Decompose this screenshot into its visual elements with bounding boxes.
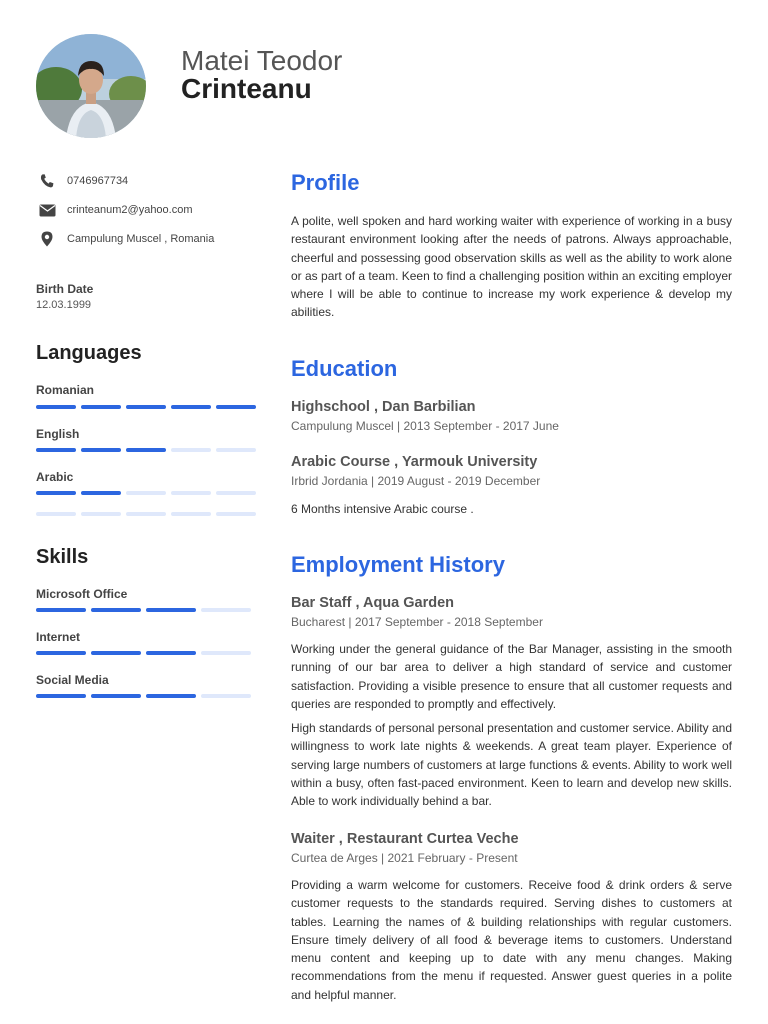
education-title: Highschool , Dan Barbilian [291, 399, 476, 415]
level-segment [201, 651, 251, 655]
education-subtitle: Campulung Muscel | 2013 September - 2017 June [291, 419, 559, 433]
level-segment [81, 405, 121, 409]
skill-name: Social Media [36, 673, 109, 687]
level-segment [146, 608, 196, 612]
job-description: High standards of personal personal presentation and customer service. Ability and willingness to work late nights & weekends. A great team player. Experience of serving large numbers of customers at large functions & events. Ability to work well within a busy, often fast-paced environment. Keen to learn and develop new skills. Able to work individually behind a bar. [291, 721, 732, 809]
level-segment [201, 608, 251, 612]
level-segment [216, 448, 256, 452]
language-level-bar [36, 405, 256, 409]
language-level-bar [36, 491, 256, 495]
language-name: English [36, 427, 80, 441]
birth-date-label: Birth Date [36, 282, 94, 296]
level-segment [126, 491, 166, 495]
language-level-bar-empty [36, 512, 256, 516]
job-description: Providing a warm welcome for customers. Receive food & drink orders & serve customer requests to the standards required. Serving dishes to customers at tables. Learning the names of & building relationships with regular customers. Ensure timely delivery of all food & beverage items to customers. Understand menu content and keeping up to date with any menu changes. Making recommendations from the menu if requested. Answer guest queries in a polite and helpful manner. [291, 878, 732, 1002]
job-subtitle: Curtea de Arges | 2021 February - Present [291, 851, 518, 865]
level-segment [36, 694, 86, 698]
level-segment [91, 651, 141, 655]
level-segment [126, 448, 166, 452]
level-segment [216, 491, 256, 495]
phone-text: 0746967734 [67, 175, 129, 187]
language-name: Romanian [36, 383, 95, 397]
level-segment [81, 448, 121, 452]
map-pin-icon [36, 230, 58, 248]
level-segment [171, 491, 211, 495]
name-last: Crinteanu [181, 73, 312, 104]
education-title: Arabic Course , Yarmouk University [291, 454, 538, 470]
language-name: Arabic [36, 470, 74, 484]
profile-photo [36, 34, 146, 138]
profile-heading: Profile [291, 170, 360, 195]
level-segment [171, 405, 211, 409]
languages-heading: Languages [36, 342, 142, 364]
level-segment [36, 448, 76, 452]
contact-location [36, 229, 214, 249]
level-segment [171, 448, 211, 452]
skill-level-bar [36, 694, 251, 698]
level-segment [216, 405, 256, 409]
job-description: Working under the general guidance of the Bar Manager, assisting in the smooth running of our bar area to deliver a high standard of service and customer satisfaction. Providing a visible presence to ensure that all customer requests and queries are responded to promptly and effectively. [291, 642, 732, 711]
skill-name: Internet [36, 630, 81, 644]
education-heading: Education [291, 356, 398, 381]
employment-heading: Employment History [291, 552, 505, 577]
level-segment [36, 651, 86, 655]
profile-text: A polite, well spoken and hard working waiter with experience of working in a busy restaurant environment looking after the needs of patrons. Always approachable, cheerful and possessing good observation skills as well as the ability to work alone or as part of a team. Keen to find a challenging position within an exciting employer where I will be able to continue to increase my work experience & develop my abilities. [291, 214, 732, 320]
birth-date-value: 12.03.1999 [36, 299, 92, 311]
phone-icon [36, 172, 58, 190]
email-text: crinteanum2@yahoo.com [67, 204, 193, 216]
level-segment [81, 491, 121, 495]
level-segment [201, 694, 251, 698]
level-segment [216, 512, 256, 516]
level-segment [91, 608, 141, 612]
level-segment [126, 405, 166, 409]
level-segment [91, 694, 141, 698]
education-description: 6 Months intensive Arabic course . [291, 502, 474, 516]
job-title: Bar Staff , Aqua Garden [291, 595, 455, 611]
contact-phone [36, 171, 128, 191]
job-title: Waiter , Restaurant Curtea Veche [291, 831, 519, 847]
level-segment [126, 512, 166, 516]
envelope-icon [36, 201, 58, 219]
skill-level-bar [36, 608, 251, 612]
education-subtitle: Irbrid Jordania | 2019 August - 2019 December [291, 474, 541, 488]
skill-level-bar [36, 651, 251, 655]
location-text: Campulung Muscel , Romania [67, 233, 215, 245]
level-segment [36, 512, 76, 516]
level-segment [36, 491, 76, 495]
level-segment [81, 512, 121, 516]
level-segment [36, 608, 86, 612]
language-level-bar [36, 448, 256, 452]
level-segment [146, 651, 196, 655]
job-subtitle: Bucharest | 2017 September - 2018 September [291, 615, 543, 629]
level-segment [36, 405, 76, 409]
level-segment [146, 694, 196, 698]
level-segment [171, 512, 211, 516]
skill-name: Microsoft Office [36, 587, 128, 601]
contact-email [36, 200, 193, 220]
name-first: Matei Teodor [181, 45, 343, 76]
skills-heading: Skills [36, 546, 89, 568]
